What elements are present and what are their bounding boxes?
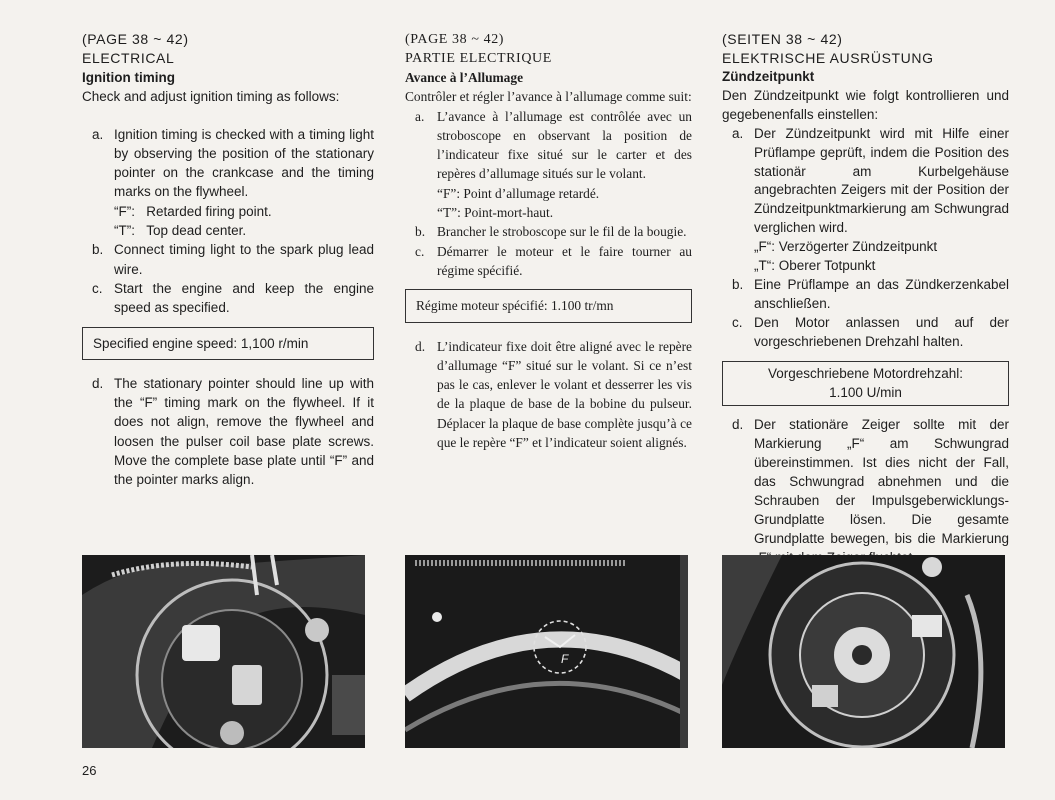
step-b [405,222,692,241]
page-range: (PAGE 38 ~ 42) [82,31,189,47]
definition-f [722,238,1009,257]
page-range: (PAGE 38 ~ 42) [405,32,505,47]
def-key: “F”: [114,203,135,219]
step-d [722,416,1009,567]
step-text: L’avance à l’allumage est contrôlée avec un stroboscope en observant la position de l’indicateur fixe situé sur le carter et des repères d’allumage situés sur le volant. [437,108,692,182]
step-text: Démarrer le moteur et le faire tourner au régime spécifié. [437,243,692,278]
subtitle: Zündzeitpunkt [722,69,815,84]
step-d [405,337,692,453]
def-value: Point d’allumage retardé. [463,185,600,201]
photo-timing-mark [405,555,688,748]
def-value: Verzögerter Zündzeitpunkt [778,239,938,255]
definition-t [405,203,692,222]
spec-label: Vorgeschriebene Motordrehzahl: [767,365,964,381]
step-mark: c. [92,280,103,296]
step-c [722,314,1009,352]
photo-stator-plate [722,555,1005,748]
steps-list [82,374,374,490]
subtitle: Ignition timing [82,70,175,85]
def-key: „F“: [754,239,775,255]
steps-list [405,222,692,280]
spec-box [722,361,1009,407]
step-text: Eine Prüflampe an das Zündkerzenkabel anschließen. [754,276,1009,311]
step-b [722,276,1009,314]
definition-t [722,257,1009,276]
timing-mark-label: F [561,652,569,666]
def-key: “T”: [114,223,135,239]
photo-flywheel-left [82,555,365,748]
step-mark: a. [415,108,425,124]
step-mark: b. [415,224,426,240]
def-key: “F”: [437,185,461,201]
step-text: Connect timing light to the spark plug lead wire. [114,242,374,277]
engine-photo-graphic [405,555,688,748]
def-key: “T”: [437,205,461,221]
step-a [405,107,692,184]
step-c [82,279,374,318]
spec-text: Specified engine speed: 1,100 r/min [93,335,309,351]
steps-list [405,107,692,184]
step-b [82,240,374,279]
steps-list [722,276,1009,352]
step-text: Start the engine and keep the engine speed as specified. [114,280,374,316]
step-c [405,242,692,281]
intro-text: Den Zündzeitpunkt wie folgt kontrollieren und gegebenenfalls einstellen: [722,87,1009,122]
step-text: Ignition timing is checked with a timing light by observing the position of the stationary pointer on the crankcase and the timing marks on the flywheel. [114,126,374,200]
step-mark: b. [92,242,104,258]
step-mark: b. [732,276,744,292]
german-column [722,30,1009,568]
step-a [82,125,374,202]
step-text: Der Zündzeitpunkt wird mit Hilfe einer Prüflampe geprüft, indem die Position des stationär am Kurbelgehäuse angebrachten Zeigers mit der Position der Zündzeitpunktmarkierung am Schwungrad verglichen wird. [754,125,1009,236]
def-value: Retarded firing point. [146,203,272,219]
engine-photo-graphic [82,555,365,748]
section-title: PARTIE ELECTRIQUE [405,51,552,66]
intro-text: Contrôler et régler l’avance à l’allumage comme suit: [405,89,692,105]
step-text: Den Motor anlassen und auf der vorgeschriebenen Drehzahl halten. [754,314,1009,349]
step-a [722,125,1009,238]
section-title: ELECTRICAL [82,50,175,66]
step-text: Der stationäre Zeiger sollte mit der Markierung „F“ am Schwungrad übereinstimmen. Ist dies nicht der Fall, das Schwungrad abnehmen und die Schrauben der Impulsgeberwicklungs-Grundplatte lösen. Die gesamte Grundplatte bewegen, bis die Markierung [754,417,1009,546]
definition-f [82,202,374,221]
engine-photo-graphic [722,555,1005,748]
steps-list [82,240,374,317]
step-text: The stationary pointer should line up with the “F” timing mark on the flywheel. If it does not align, remove the flywheel and loosen the pulser coil base plate screws. Move the complete base plate until “F” and the pointer marks align. [114,375,374,488]
step-mark: c. [732,314,743,330]
steps-list [722,125,1009,238]
definition-t [82,221,374,240]
def-value: Top dead center. [146,223,247,239]
spec-box [405,289,692,322]
page-range: (SEITEN 38 ~ 42) [722,31,843,47]
step-mark: a. [92,126,104,142]
page-number: 26 [82,763,97,778]
english-column [82,30,374,490]
step-d [82,374,374,490]
spec-box [82,327,374,360]
def-value: Oberer Totpunkt [778,258,876,274]
steps-list [82,125,374,202]
intro-text: Check and adjust ignition timing as follows: [82,89,340,105]
step-mark: a. [732,125,744,141]
step-mark: d. [415,338,426,354]
def-value: Point-mort-haut. [464,205,554,221]
section-title: ELEKTRISCHE AUSRÜSTUNG [722,50,934,66]
french-column [405,30,692,452]
steps-list [722,416,1009,567]
subtitle: Avance à l’Allumage [405,70,524,85]
step-text: Brancher le stroboscope sur le fil de la bougie. [437,224,687,240]
step-mark: d. [732,417,744,433]
step-mark: c. [415,243,425,259]
step-mark: d. [92,375,104,391]
spec-text: Régime moteur spécifié: 1.100 tr/mn [416,298,614,314]
definition-f [405,184,692,203]
spec-value: 1.100 U/min [829,384,902,400]
def-key: „T“: [754,258,775,274]
steps-list [405,337,692,453]
step-text: L’indicateur fixe doit être aligné avec le repère d’allumage “F” situé sur le volant. Si ce n’est pas le cas, enlever le volant et desserrer les vis de la plaque de base de la bobine du pulseur. Déplacer la plaque de base complète jusqu’à ce que le repère “F” et l’indicateur soient alignés. [437,338,692,451]
